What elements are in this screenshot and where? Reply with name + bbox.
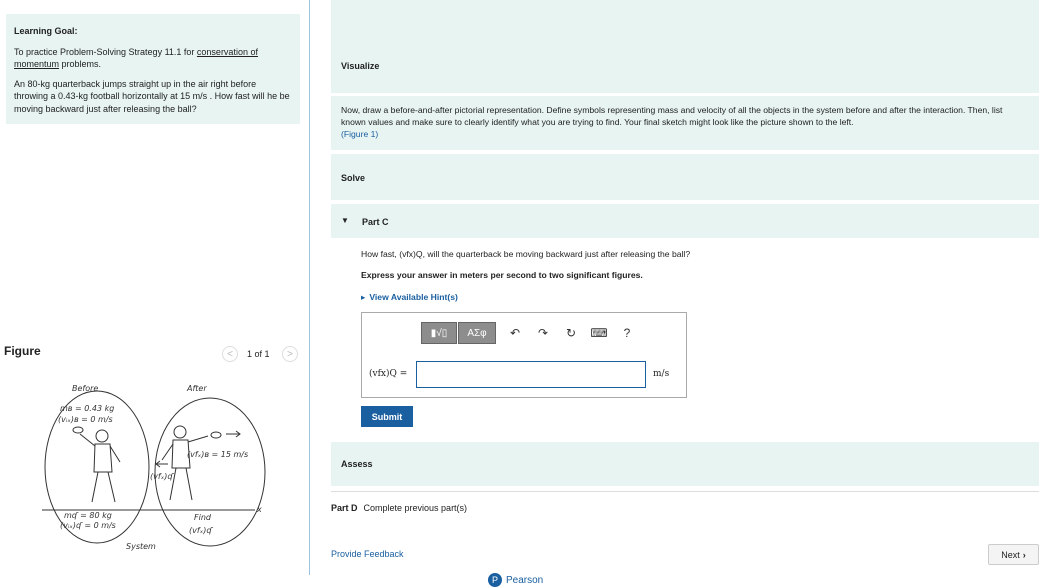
solve-heading: Solve: [341, 173, 366, 183]
before-label: Before: [72, 384, 99, 393]
answer-variable-label: (vfx)Q =: [369, 369, 408, 379]
figure-1-link[interactable]: (Figure 1): [341, 129, 379, 139]
visualize-section: [331, 0, 1039, 93]
answer-unit: m/s: [653, 369, 670, 379]
learning-goal-title: Learning Goal:: [14, 26, 78, 36]
part-c-title: Part C: [362, 217, 389, 227]
greek-symbols-button[interactable]: ΑΣφ: [458, 322, 496, 344]
solve-section: [331, 154, 1039, 200]
quarterback-before-drawing: [73, 427, 120, 502]
assess-section: [331, 442, 1039, 486]
system-label: System: [126, 542, 156, 551]
submit-button[interactable]: Submit: [361, 406, 413, 427]
next-button[interactable]: Next ›: [988, 544, 1039, 565]
part-d-status: Complete previous part(s): [363, 503, 468, 513]
part-d-row: [331, 503, 467, 513]
keyboard-icon[interactable]: ⌨: [590, 326, 608, 340]
instructions-text: Now, draw a before-and-after pictorial representation. Define symbols representing mass and velocity of all the objects in the system before and after the interaction. Then, list known values and make sure to clearly identify what you are trying to find. Your final sketch might look like the picture shown to the left.: [341, 105, 1003, 127]
redo-icon[interactable]: ↷: [537, 326, 549, 340]
mass-qb-label: mʠ = 80 kg: [64, 511, 112, 520]
before-after-figure: [40, 372, 280, 557]
assess-heading: Assess: [341, 459, 373, 469]
vel-ball-final-label: (vfₓ)ʙ = 15 m/s: [187, 450, 249, 459]
view-hints-link[interactable]: ▸ View Available Hint(s): [361, 292, 458, 302]
chevron-right-icon: >: [287, 348, 293, 360]
undo-icon[interactable]: ↶: [509, 326, 521, 340]
answer-input[interactable]: [416, 361, 646, 388]
prev-figure-button[interactable]: [222, 346, 238, 362]
find-var-label: (vfₓ)ʠ: [189, 526, 213, 535]
part-c-question: How fast, (vfx)Q, will the quarterback be moving backward just after releasing the ball?: [361, 249, 691, 259]
learning-goal-intro: To practice Problem-Solving Strategy 11.1 for conservation of momentum problems.: [14, 46, 258, 69]
quarterback-after-drawing: [156, 426, 240, 500]
pearson-logo: P Pearson: [488, 573, 543, 587]
vel-qb-initial-label: (vᵢₓ)ʠ = 0 m/s: [60, 521, 116, 530]
learning-goal-box: [6, 14, 300, 124]
section-divider: [331, 491, 1039, 492]
find-label: Find: [194, 513, 211, 522]
vel-qb-final-label: (vfₓ)ʠ: [150, 472, 174, 481]
part-c-header[interactable]: [331, 204, 1039, 238]
answer-instructions: Express your answer in meters per second to two significant figures.: [361, 270, 643, 280]
vel-ball-initial-label: (vᵢₓ)ʙ = 0 m/s: [58, 415, 113, 424]
caret-down-icon[interactable]: ▼: [341, 216, 349, 225]
figure-pager: 1 of 1: [247, 349, 270, 359]
problem-statement: An 80-kg quarterback jumps straight up in the air right before throwing a 0.43-kg football horizontally at 15 m/s . How fast will he be moving backward just after releasing the ball?: [14, 78, 290, 114]
caret-right-icon: ▸: [361, 292, 366, 302]
next-figure-button[interactable]: [282, 346, 298, 362]
mass-ball-label: mʙ = 0.43 kg: [60, 404, 115, 413]
help-button[interactable]: ?: [623, 326, 631, 340]
chevron-right-icon: ›: [1022, 549, 1026, 560]
conservation-of-momentum-link[interactable]: conservation of momentum: [14, 46, 258, 69]
after-label: After: [187, 384, 207, 393]
visualize-heading: Visualize: [341, 61, 380, 71]
x-axis-label: x: [257, 505, 262, 514]
pearson-icon: P: [488, 573, 502, 587]
reset-icon[interactable]: ↻: [565, 326, 577, 340]
part-d-label: Part D: [331, 503, 358, 513]
templates-button[interactable]: ▮√▯: [421, 322, 457, 344]
math-toolbar: [421, 322, 638, 344]
provide-feedback-link[interactable]: Provide Feedback: [331, 549, 404, 559]
panel-divider: [309, 0, 310, 575]
instructions-box: [331, 96, 1039, 150]
figure-heading: Figure: [4, 344, 41, 358]
chevron-left-icon: <: [227, 348, 233, 360]
